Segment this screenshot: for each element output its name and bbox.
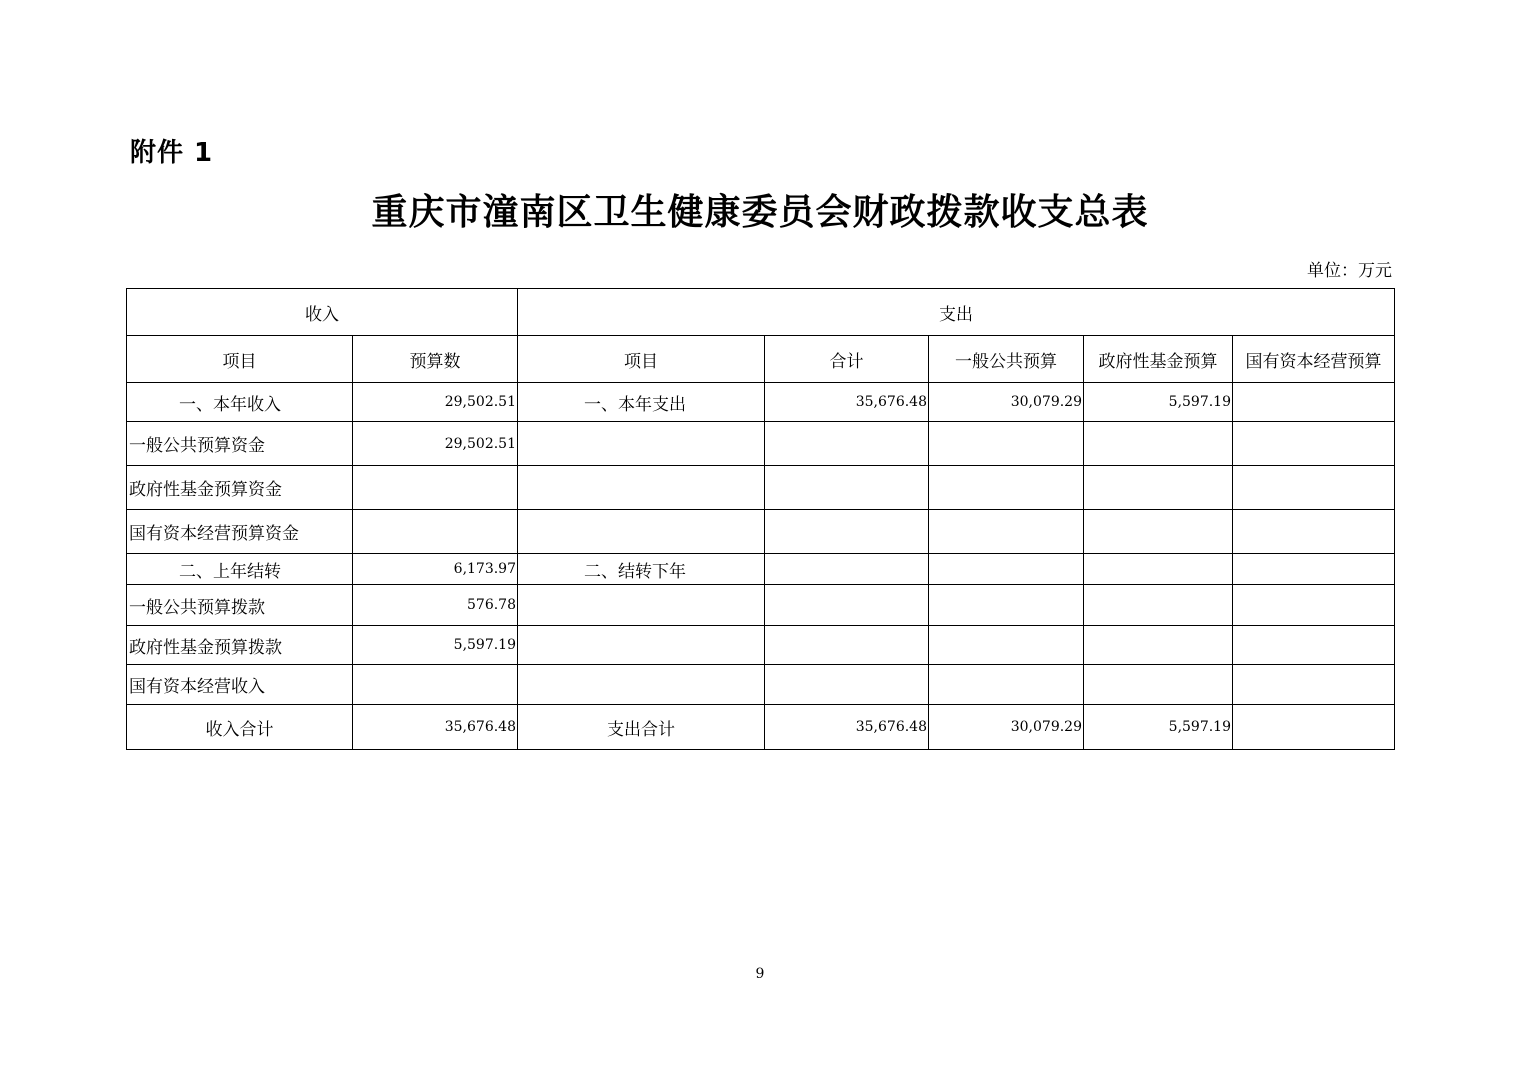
income-item: 收入合计	[127, 705, 353, 750]
income-item: 国有资本经营收入	[127, 665, 353, 705]
expense-general	[929, 510, 1084, 554]
expense-item	[518, 510, 765, 554]
table-row	[127, 383, 1395, 422]
expense-total	[765, 422, 929, 466]
expense-item	[518, 665, 765, 705]
header-total: 合计	[765, 336, 929, 383]
table-row	[127, 665, 1395, 705]
expense-fund	[1084, 554, 1233, 585]
expense-general	[929, 665, 1084, 705]
table-row	[127, 626, 1395, 665]
header-expense: 支出	[518, 289, 1395, 336]
expense-item: 一、本年支出	[518, 383, 765, 422]
income-amount: 576.78	[353, 585, 518, 626]
unit-label: 单位：万元	[1307, 261, 1392, 281]
expense-total	[765, 554, 929, 585]
table-row	[127, 585, 1395, 626]
header-expense-item: 项目	[518, 336, 765, 383]
income-amount: 35,676.48	[353, 705, 518, 750]
expense-fund	[1084, 510, 1233, 554]
expense-general: 30,079.29	[929, 705, 1084, 750]
expense-fund	[1084, 422, 1233, 466]
expense-general: 30,079.29	[929, 383, 1084, 422]
expense-fund: 5,597.19	[1084, 705, 1233, 750]
expense-total	[765, 665, 929, 705]
expense-item	[518, 626, 765, 665]
expense-capital	[1233, 705, 1395, 750]
income-item: 一、本年收入	[127, 383, 353, 422]
income-amount: 6,173.97	[353, 554, 518, 585]
expense-total	[765, 466, 929, 510]
expense-item	[518, 422, 765, 466]
header-state-capital: 国有资本经营预算	[1233, 336, 1395, 383]
expense-total: 35,676.48	[765, 705, 929, 750]
income-amount: 29,502.51	[353, 422, 518, 466]
expense-item	[518, 466, 765, 510]
expense-total	[765, 510, 929, 554]
header-budget-amount: 预算数	[353, 336, 518, 383]
expense-total: 35,676.48	[765, 383, 929, 422]
expense-capital	[1233, 665, 1395, 705]
expense-general	[929, 626, 1084, 665]
expense-capital	[1233, 626, 1395, 665]
expense-fund	[1084, 585, 1233, 626]
expense-capital	[1233, 383, 1395, 422]
header-general-public: 一般公共预算	[929, 336, 1084, 383]
expense-fund	[1084, 466, 1233, 510]
income-item: 政府性基金预算资金	[127, 466, 353, 510]
income-item: 政府性基金预算拨款	[127, 626, 353, 665]
expense-capital	[1233, 510, 1395, 554]
expense-capital	[1233, 554, 1395, 585]
expense-item: 二、结转下年	[518, 554, 765, 585]
page-title: 重庆市潼南区卫生健康委员会财政拨款收支总表	[371, 191, 1149, 233]
income-amount	[353, 466, 518, 510]
expense-item	[518, 585, 765, 626]
attachment-label: 附件 1	[130, 138, 214, 168]
expense-capital	[1233, 422, 1395, 466]
expense-item: 支出合计	[518, 705, 765, 750]
income-amount: 5,597.19	[353, 626, 518, 665]
expense-general	[929, 554, 1084, 585]
budget-table	[126, 288, 1395, 750]
expense-total	[765, 585, 929, 626]
table-row	[127, 554, 1395, 585]
income-amount	[353, 665, 518, 705]
header-item: 项目	[127, 336, 353, 383]
table-row	[127, 466, 1395, 510]
expense-fund	[1084, 665, 1233, 705]
income-item: 一般公共预算资金	[127, 422, 353, 466]
income-item: 二、上年结转	[127, 554, 353, 585]
income-amount	[353, 510, 518, 554]
table-row	[127, 422, 1395, 466]
expense-capital	[1233, 466, 1395, 510]
header-gov-fund: 政府性基金预算	[1084, 336, 1233, 383]
expense-general	[929, 466, 1084, 510]
expense-general	[929, 585, 1084, 626]
income-amount: 29,502.51	[353, 383, 518, 422]
income-item: 国有资本经营预算资金	[127, 510, 353, 554]
expense-fund	[1084, 626, 1233, 665]
expense-fund: 5,597.19	[1084, 383, 1233, 422]
income-item: 一般公共预算拨款	[127, 585, 353, 626]
page-number: 9	[755, 966, 765, 982]
expense-capital	[1233, 585, 1395, 626]
table-row	[127, 510, 1395, 554]
table-row	[127, 705, 1395, 750]
header-income: 收入	[127, 289, 518, 336]
expense-general	[929, 422, 1084, 466]
expense-total	[765, 626, 929, 665]
